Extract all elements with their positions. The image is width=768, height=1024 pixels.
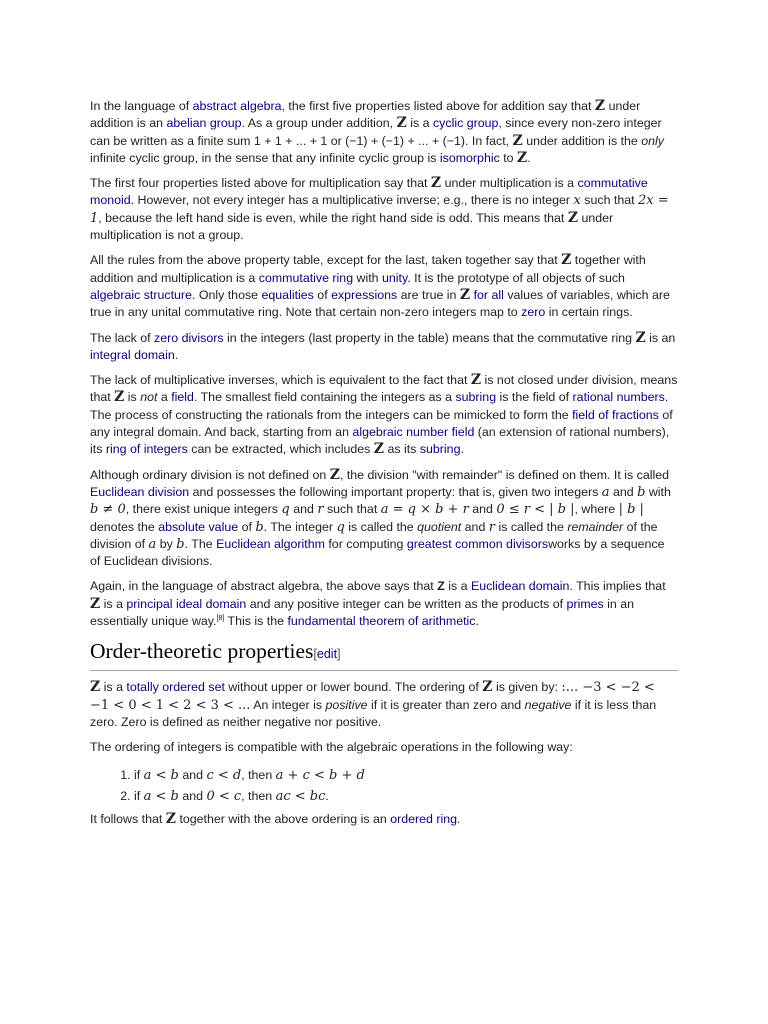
link-algebraic-structure[interactable]: algebraic structure (90, 287, 192, 302)
math-x: x (573, 193, 581, 209)
math-zero-less-c: 0 < c (206, 788, 242, 804)
link-field-of-fractions[interactable]: field of fractions (572, 407, 659, 422)
link-commutative-monoid[interactable]: commutative monoid (90, 176, 648, 208)
edit-bracket-open: [ (313, 647, 317, 662)
math-product-inequality: ac < bc (275, 788, 326, 804)
math-b: b (176, 536, 185, 552)
math-r: r (317, 502, 324, 518)
paragraph-commutative-ring: All the rules from the above property table, except for the last, taken together say that Z together with addition and multiplication is a commutative ring with unity. It is the prototype of all objects of such algebraic structure. Only those equalities of expressions are true in Z for all values of variables, which are true in any unital commutative ring. Note that certain non-zero integers map to zero in certain rings. (90, 252, 670, 320)
math-b: b (637, 484, 646, 500)
link-zero[interactable]: zero (521, 305, 546, 320)
link-absolute-value[interactable]: absolute value (158, 519, 239, 534)
link-principal-ideal-domain[interactable]: principal ideal domain (126, 596, 247, 611)
link-for-all[interactable]: for all (473, 287, 504, 302)
ordering-rules-list (90, 765, 678, 807)
link-commutative-ring[interactable]: commutative ring (258, 270, 354, 285)
math-2x-equals-1: 2x = 1 (90, 193, 669, 226)
link-equalities[interactable]: equalities (261, 287, 314, 302)
math-b: b (255, 519, 264, 535)
paragraph-commutative-monoid: The first four properties listed above for multiplication say that Z under multiplication is a commutative monoid. However, not every integer has a multiplicative inverse; e.g., there is no integer x such that 2x = 1, because the left hand side is even, while the right hand side is odd. This means that Z under multiplication is not a group. (90, 175, 669, 243)
edit-bracket-close: ] (337, 647, 341, 662)
math-q: q (281, 502, 290, 518)
integers-symbol: Z (329, 466, 340, 483)
emphasis-negative: negative (524, 697, 572, 712)
integers-symbol: Z (165, 810, 176, 827)
link-rational-numbers[interactable]: rational numbers (572, 390, 665, 405)
integers-symbol: Z (561, 252, 572, 269)
link-greatest-common-divisors[interactable]: greatest common divisors (406, 536, 549, 551)
math-c-less-d: c < d (206, 767, 242, 783)
integers-symbol: Z (567, 209, 579, 226)
link-euclidean-algorithm[interactable]: Euclidean algorithm (216, 536, 325, 551)
integers-symbol: Z (482, 679, 493, 696)
link-expressions[interactable]: expressions (331, 287, 398, 302)
integers-symbol: Z (90, 679, 101, 696)
link-totally-ordered-set[interactable]: totally ordered set (126, 680, 225, 695)
section-heading (90, 638, 678, 671)
section-title: Order-theoretic properties (90, 639, 314, 664)
link-ordered-ring[interactable]: ordered ring (390, 811, 458, 826)
link-euclidean-division[interactable]: Euclidean division (90, 484, 190, 499)
link-abstract-algebra[interactable]: abstract algebra (192, 99, 282, 113)
link-primes[interactable]: primes (566, 596, 604, 611)
integers-symbol: Z (459, 286, 471, 303)
math-remainder-bound: 0 ≤ r < | b | (496, 502, 575, 518)
integers-symbol: Z (430, 175, 442, 192)
math-a: a (148, 536, 157, 552)
link-unity[interactable]: unity (382, 270, 408, 285)
article-content (90, 98, 678, 836)
link-algebraic-number-field[interactable]: algebraic number field (352, 425, 475, 440)
link-integral-domain[interactable]: integral domain (90, 347, 175, 362)
math-q: q (336, 519, 345, 535)
paragraph-field-of-fractions: The lack of multiplicative inverses, which is equivalent to the fact that Z is not closed under division, means that Z is not a field. The smallest field containing the integers as a subring is the field of rational numbers. The process of constructing the rationals from the integers can be mimicked to form the field of fractions of any integral domain. And back, starting from an algebraic number field (an extension of rational numbers), its ring of integers can be extracted, which includes Z as its subring. (90, 372, 678, 458)
math-abs-b: | b | (618, 502, 644, 518)
math-b-nonzero: b ≠ 0 (90, 502, 126, 518)
emphasis-not: not (140, 390, 158, 405)
link-fundamental-theorem-of-arithmetic[interactable]: fundamental theorem of arithmetic (287, 614, 476, 629)
paragraph-integral-domain: The lack of zero divisors in the integers (last property in the table) means that the commutative ring Z is an integral domain. (90, 329, 676, 362)
integers-symbol: Z (512, 132, 523, 149)
integers-symbol: Z (635, 329, 646, 346)
integers-symbol-plain: Z (437, 579, 445, 594)
emphasis-positive: positive (325, 697, 368, 712)
paragraph-euclidean-division: Although ordinary division is not defined on Z, the division "with remainder" is defined on them. It is called Euclidean division and possesses the following important property: that is, given two integers a and b with b ≠ 0, there exist unique integers q and r such that a = q × b + r and 0 ≤ r < | b |, where | b | denotes the absolute value of b. The integer q is called the quotient and r is called the remainder of the division of a by b. The Euclidean algorithm for computing greatest common divisorsworks by a sequence of Euclidean divisions. (90, 466, 671, 569)
list-item: 2. if a < b and 0 < c, then ac < bc. (134, 786, 678, 807)
reference-8[interactable]: [8] (216, 614, 225, 622)
link-field[interactable]: field (171, 390, 194, 405)
link-subring[interactable]: subring (419, 442, 461, 457)
paragraph-euclidean-domain: Again, in the language of abstract algebra, the above says that Z is a Euclidean domain. This implies that Z is a principal ideal domain and any positive integer can be written as the products of primes in an essentially unique way.[8] This is the fundamental theorem of arithmetic. (90, 579, 666, 629)
link-subring[interactable]: subring (455, 390, 497, 405)
paragraph-ordered-ring: It follows that Z together with the above ordering is an ordered ring. (90, 810, 461, 827)
link-cyclic-group[interactable]: cyclic group (432, 116, 499, 131)
emphasis-only: only (641, 133, 664, 148)
link-ring-of-integers[interactable]: ring of integers (105, 442, 188, 457)
paragraph-abelian-group: In the language of abstract algebra, the first five properties listed above for addition say that Z under addition is an abelian group. As a group under addition, Z is a cyclic group, since every non-zero integer can be written as a finite sum 1 + 1 + ... + 1 or (−1) + (−1) + ... + (−1). In fact, Z under addition is the only infinite cyclic group, in the sense that any infinite cyclic group is isomorphic to Z. (90, 98, 664, 166)
link-abelian-group[interactable]: abelian group (166, 116, 242, 131)
integers-symbol: Z (90, 595, 101, 612)
math-integer-ordering: :... −3 < −2 < −1 < 0 < 1 < 2 < 3 < ... (90, 680, 655, 713)
link-isomorphic[interactable]: isomorphic (439, 150, 500, 165)
paragraph-ordering-compatibility: The ordering of integers is compatible with the algebraic operations in the following way: (90, 740, 573, 755)
integers-symbol: Z (517, 149, 528, 166)
link-zero-divisors[interactable]: zero divisors (154, 330, 224, 345)
list-item: 1. if a < b and c < d, then a + c < b + d (134, 765, 678, 786)
math-a-less-b: a < b (143, 767, 179, 783)
integers-symbol: Z (594, 98, 606, 114)
math-r: r (488, 519, 495, 535)
integers-symbol: Z (470, 372, 482, 389)
emphasis-quotient: quotient (417, 519, 462, 534)
paragraph-totally-ordered: Z is a totally ordered set without upper or lower bound. The ordering of Z is given by: :... −3 < −2 < −1 < 0 < 1 < 2 < 3 < ... An integer is positive if it is greater than zero and negative if it is less than zero. Zero is defined as neither negative nor positive. (90, 679, 657, 729)
integers-symbol: Z (396, 115, 407, 132)
math-a: a (601, 484, 610, 500)
link-euclidean-domain[interactable]: Euclidean domain (470, 579, 570, 594)
math-sum-inequality: a + c < b + d (275, 767, 365, 783)
emphasis-remainder: remainder (567, 519, 624, 534)
math-a-less-b: a < b (143, 788, 179, 804)
integers-symbol: Z (114, 389, 125, 406)
integers-symbol: Z (373, 441, 385, 458)
edit-link[interactable]: edit (316, 647, 338, 662)
math-division-identity: a = q × b + r (380, 502, 469, 518)
